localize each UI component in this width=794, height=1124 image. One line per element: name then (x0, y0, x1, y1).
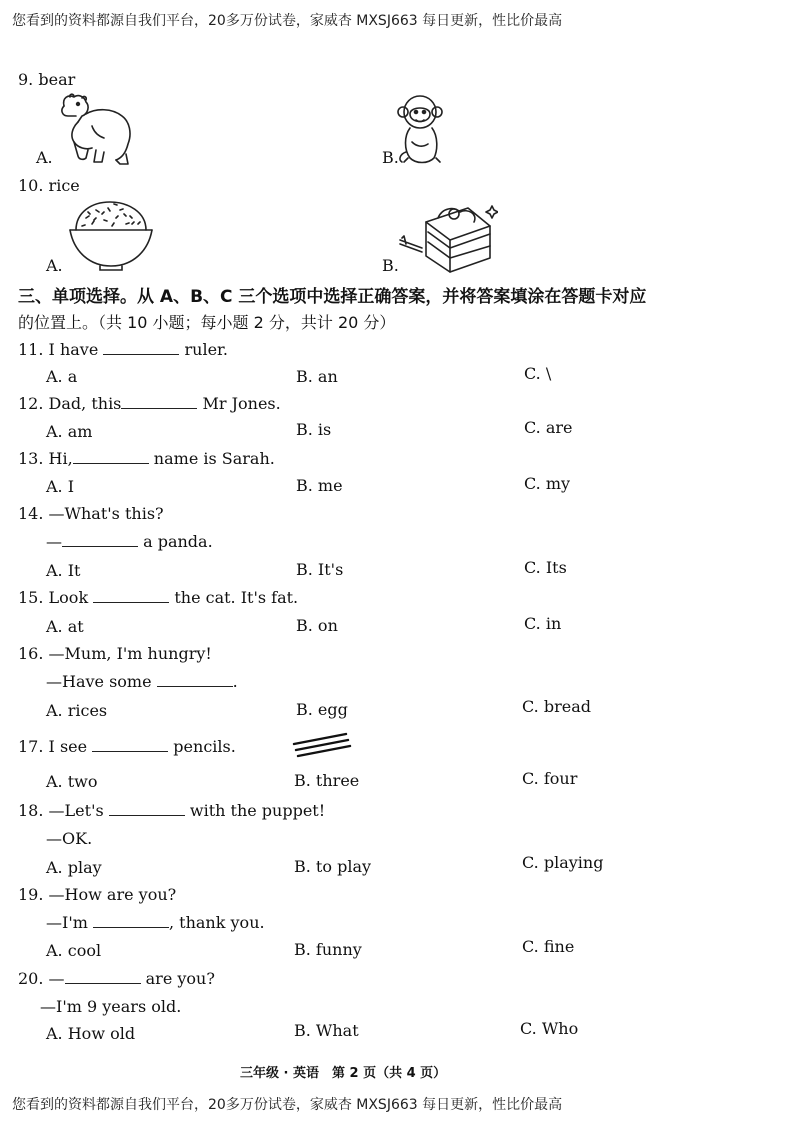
q11-option-a[interactable]: A. a (46, 367, 78, 386)
q15-option-b[interactable]: B. on (296, 616, 338, 635)
q20-option-a[interactable]: A. How old (46, 1024, 136, 1043)
q10-option-b[interactable]: B. (382, 256, 399, 275)
question-15: 15. Look the cat. It's fat. (18, 588, 299, 607)
q20-option-c[interactable]: C. Who (520, 1019, 579, 1038)
question-12: 12. Dad, this Mr Jones. (18, 394, 281, 413)
q17-option-c[interactable]: C. four (522, 769, 578, 788)
answer-blank[interactable] (93, 913, 169, 928)
section-3-title: 三、单项选择。从 A、B、C 三个选项中选择正确答案，并将答案填涂在答题卡对应 (18, 287, 647, 307)
cake-icon (398, 200, 498, 274)
q10-option-a[interactable]: A. (46, 256, 63, 275)
q18-option-b[interactable]: B. to play (294, 857, 372, 876)
section-3-instructions: 的位置上。（共 10 小题；每小题 2 分，共计 20 分） (18, 313, 396, 332)
answer-blank[interactable] (109, 801, 185, 816)
question-19: 19. —How are you? (18, 885, 177, 904)
question-20-line2: —I'm 9 years old. (40, 997, 182, 1016)
answer-blank[interactable] (62, 532, 138, 547)
question-11: 11. I have ruler. (18, 340, 229, 359)
q19-option-a[interactable]: A. cool (46, 941, 102, 960)
q13-option-c[interactable]: C. my (524, 474, 571, 493)
monkey-icon (396, 92, 448, 166)
q16-option-b[interactable]: B. egg (296, 700, 348, 719)
question-13: 13. Hi, name is Sarah. (18, 449, 275, 468)
q12-option-a[interactable]: A. am (46, 422, 93, 441)
q17-option-b[interactable]: B. three (294, 771, 360, 790)
q13-option-a[interactable]: A. I (46, 477, 75, 496)
question-14-line2: — a panda. (46, 532, 213, 551)
question-18: 18. —Let's with the puppet! (18, 801, 326, 820)
answer-blank[interactable] (157, 672, 233, 687)
bottom-banner: 您看到的资料都源自我们平台，20多万份试卷，家威杏 MXSJ663 每日更新，性比价最高 (12, 1097, 563, 1113)
page-footer: 三年级 · 英语 第 2 页（共 4 页） (240, 1066, 447, 1081)
q20-option-b[interactable]: B. What (294, 1021, 359, 1040)
q16-option-a[interactable]: A. rices (46, 701, 108, 720)
q18-option-a[interactable]: A. play (46, 858, 102, 877)
question-14: 14. —What's this? (18, 504, 164, 523)
question-19-line2: —I'm , thank you. (46, 913, 265, 932)
q12-option-c[interactable]: C. are (524, 418, 573, 437)
q17-option-a[interactable]: A. two (46, 772, 98, 791)
answer-blank[interactable] (65, 969, 141, 984)
q18-option-c[interactable]: C. playing (522, 853, 604, 872)
question-18-line2: —OK. (46, 829, 93, 848)
q16-option-c[interactable]: C. bread (522, 697, 591, 716)
question-9: 9. bear (18, 70, 76, 89)
q14-option-c[interactable]: C. Its (524, 558, 567, 577)
question-17: 17. I see pencils. (18, 737, 236, 756)
answer-blank[interactable] (73, 449, 149, 464)
pencils-icon (290, 730, 352, 758)
q13-option-b[interactable]: B. me (296, 476, 343, 495)
q14-option-a[interactable]: A. It (46, 561, 81, 580)
answer-blank[interactable] (103, 340, 179, 355)
q14-option-b[interactable]: B. It's (296, 560, 344, 579)
question-10: 10. rice (18, 176, 80, 195)
q9-option-a[interactable]: A. (36, 148, 53, 167)
question-16-line2: —Have some . (46, 672, 238, 691)
q9-option-b[interactable]: B. (382, 148, 399, 167)
answer-blank[interactable] (121, 394, 197, 409)
q19-option-c[interactable]: C. fine (522, 937, 575, 956)
q15-option-a[interactable]: A. at (46, 617, 84, 636)
q11-option-b[interactable]: B. an (296, 367, 338, 386)
answer-blank[interactable] (93, 588, 169, 603)
bear-icon (56, 92, 136, 166)
question-20: 20. — are you? (18, 969, 215, 988)
q11-option-c[interactable]: C. \ (524, 364, 552, 383)
q12-option-b[interactable]: B. is (296, 420, 332, 439)
rice-bowl-icon (66, 196, 156, 272)
top-banner: 您看到的资料都源自我们平台，20多万份试卷，家威杏 MXSJ663 每日更新，性比价最高 (12, 13, 563, 29)
answer-blank[interactable] (92, 737, 168, 752)
q15-option-c[interactable]: C. in (524, 614, 562, 633)
question-16: 16. —Mum, I'm hungry! (18, 644, 212, 663)
q19-option-b[interactable]: B. funny (294, 940, 362, 959)
